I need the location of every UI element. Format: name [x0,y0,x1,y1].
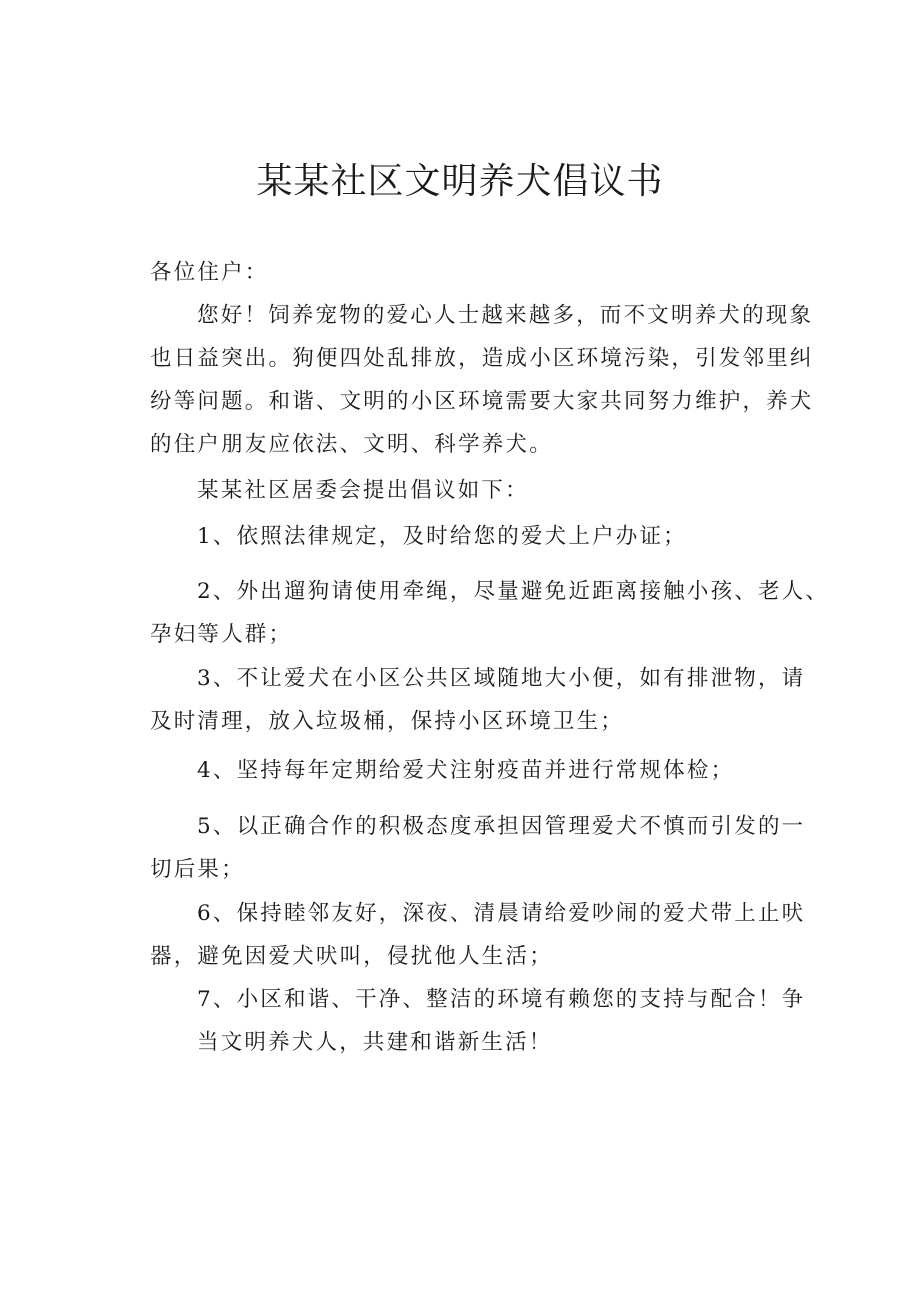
proposal-item-3: 3、不让爱犬在小区公共区域随地大小便，如有排泄物，请 [197,666,806,691]
intro-line: 也日益突出。狗便四处乱排放，造成小区环境污染，引发邻里纠 [150,346,814,371]
proposal-item-7: 7、小区和谐、干净、整洁的环境有赖您的支持与配合！争 [197,987,806,1012]
proposal-item-1: 1、依照法律规定，及时给您的爱犬上户办证； [197,524,687,549]
proposal-item-7-cont: 当文明养犬人，共建和谐新生活！ [197,1030,553,1055]
intro-line: 的住户朋友应依法、文明、科学养犬。 [150,432,553,457]
proposal-item-2: 2、外出遛狗请使用牵绳，尽量避免近距离接触小孩、老人、 [197,579,830,604]
proposal-item-5-cont: 切后果； [150,857,245,882]
proposal-item-5: 5、以正确合作的积极态度承担因管理爱犬不慎而引发的一 [197,814,806,839]
proposal-item-6: 6、保持睦邻友好，深夜、清晨请给爱吵闹的爱犬带上止吠 [197,901,806,926]
proposal-item-4: 4、坚持每年定期给爱犬注射疫苗并进行常规体检； [197,758,735,783]
salutation: 各位住户： [150,260,269,285]
proposal-item-2-cont: 孕妇等人群； [150,622,293,647]
document-title: 某某社区文明养犬倡议书 [256,161,664,202]
intro-line: 您好！饲养宠物的爱心人士越来越多，而不文明养犬的现象 [197,303,814,328]
proposal-heading: 某某社区居委会提出倡议如下： [197,478,529,503]
intro-line: 纷等问题。和谐、文明的小区环境需要大家共同努力维护，养犬 [150,389,814,414]
proposal-item-6-cont: 器，避免因爱犬吠叫，侵扰他人生活； [150,944,553,969]
proposal-item-3-cont: 及时清理，放入垃圾桶，保持小区环境卫生； [150,709,625,734]
